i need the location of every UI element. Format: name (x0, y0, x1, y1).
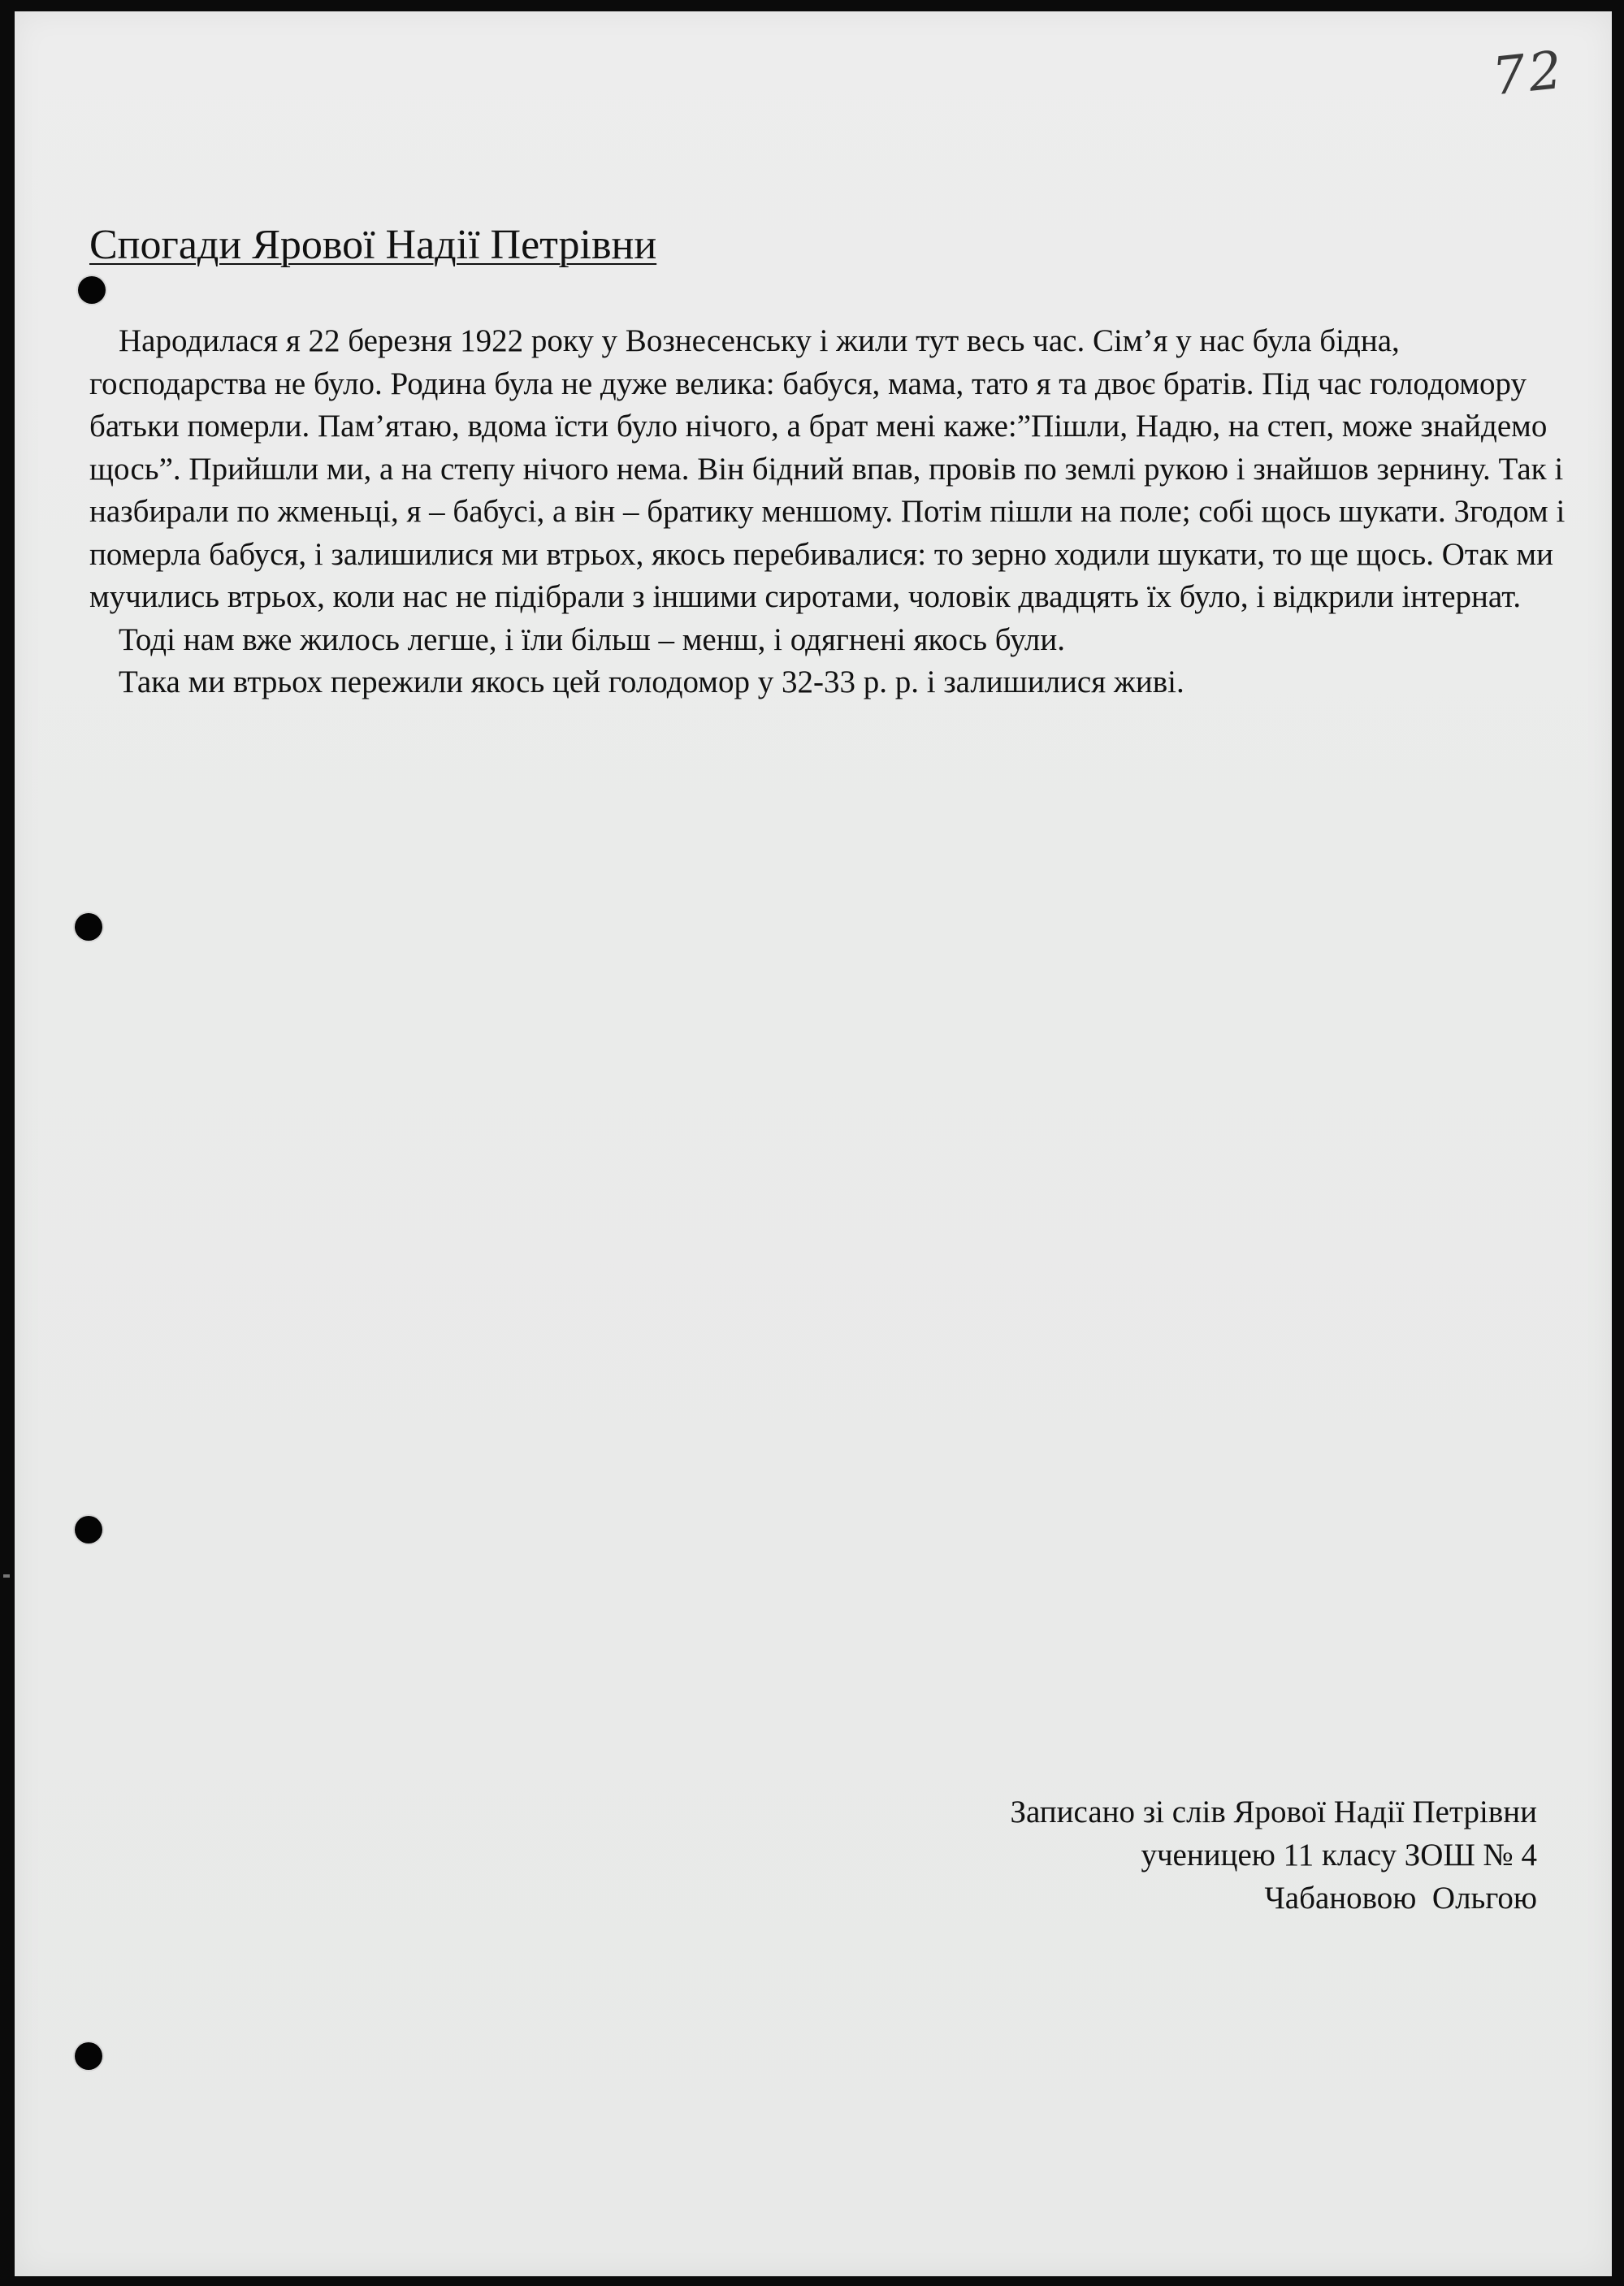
handwritten-page-number: 72 (1488, 40, 1568, 108)
signature-line-3: Чабановою Ольгою (1264, 1881, 1537, 1916)
signature-line-1: Записано зі слів Ярової Надії Петрівни (1010, 1795, 1537, 1829)
paragraph-3: Така ми втрьох пережили якось цей голодомор у 32-33 р. р. і залишилися живі. (119, 665, 1184, 699)
punch-hole-1 (78, 276, 106, 304)
punch-hole-3 (75, 1516, 102, 1543)
signature-block (806, 1790, 1537, 1920)
punch-hole-2 (75, 913, 102, 941)
signature-line-2: ученицею 11 класу ЗОШ № 4 (1141, 1838, 1537, 1873)
paragraph-2: Тоді нам вже жилось легше, і їли більш – менш, і одягнені якось були. (119, 621, 1065, 657)
edge-mark (3, 1574, 10, 1578)
memoir-body (89, 320, 1568, 704)
document-page (15, 11, 1612, 2276)
punch-hole-4 (75, 2042, 102, 2070)
paragraph-1: Народилася я 22 березня 1922 року у Вознесенську і жили тут весь час. Сім’я у нас була бідна, господарства не було. Родина була не дуже велика: бабуся, мама, тато я та двоє братів. Під час голодомору батьки померли. Пам’ятаю, вдома їсти було нічого, а брат мені каже:”Пішли, Надю, на степ, може знайдемо щось”. Прийшли ми, а на степу нічого нема. Він бідний впав, провів по землі рукою і знайшов зернину. Так і назбирали по жменьці, я – бабусі, а він – братику меншому. Потім пішли на поле; собі щось шукати. Згодом і померла бабуся, і залишилися ми втрьох, якось перебивалися: то зерно ходили шукати, то ще щось. Отак ми мучились втрьох, коли нас не підібрали з іншими сиротами, чоловік двадцять їх було, і відкрили інтернат. (89, 323, 1566, 614)
document-title: Спогади Ярової Надії Петрівни (89, 222, 657, 268)
